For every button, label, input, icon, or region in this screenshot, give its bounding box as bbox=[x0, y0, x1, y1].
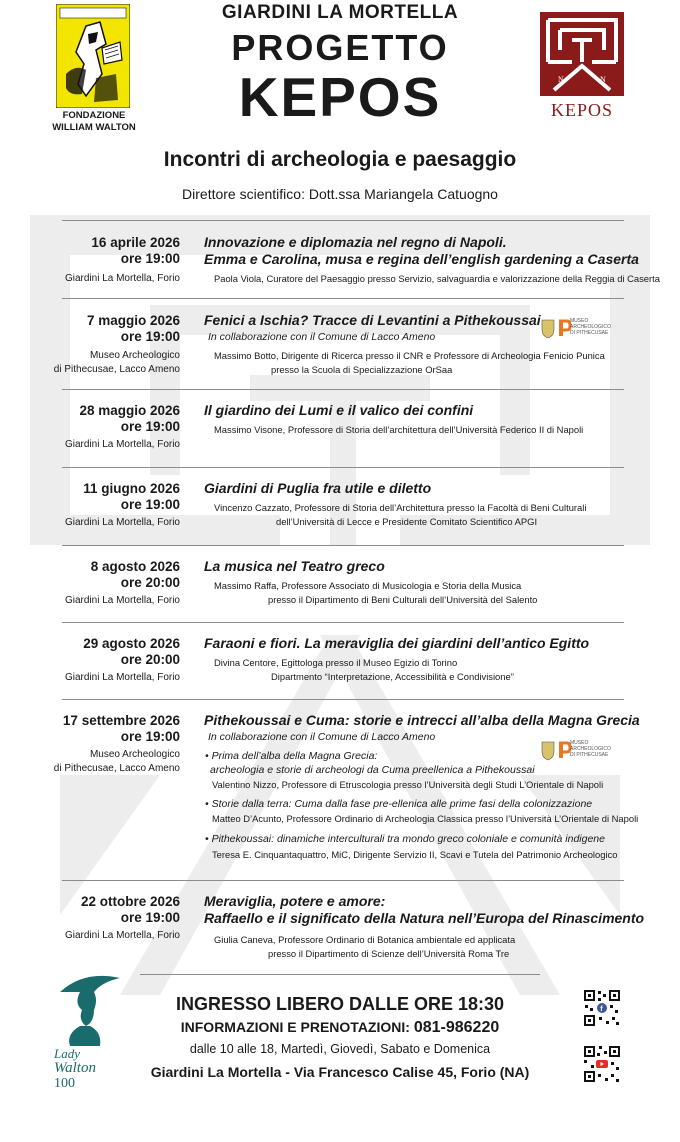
event-title bbox=[204, 234, 639, 268]
foundation-name-line1: FONDAZIONE bbox=[62, 110, 126, 121]
event-speaker: Divina Centore, Egittologa presso il Museo Egizio di Torino bbox=[214, 657, 458, 668]
event-speaker: presso il Dipartimento di Scienze dell’Università Roma Tre bbox=[268, 948, 510, 959]
event-date: 16 aprile 2026 bbox=[91, 235, 180, 250]
event-title-line: Innovazione e diplomazia nel regno di Napoli. bbox=[204, 234, 507, 250]
address: Giardini La Mortella - Via Francesco Calise 45, Forio (NA) bbox=[150, 1064, 530, 1080]
event-place: di Pithecusae, Lacco Ameno bbox=[53, 763, 180, 774]
event-collab: In collaborazione con il Comune di Lacco Ameno bbox=[208, 331, 436, 343]
facebook-qr-code[interactable] bbox=[582, 988, 622, 1028]
event-time: ore 19:00 bbox=[120, 329, 180, 344]
divider bbox=[62, 545, 624, 546]
divider bbox=[62, 389, 624, 390]
event-place: Giardini La Mortella, Forio bbox=[64, 273, 180, 284]
youtube-qr-code[interactable] bbox=[582, 1044, 622, 1084]
event-title: Pithekoussai e Cuma: storie e intrecci all’alba della Magna Grecia bbox=[204, 712, 640, 728]
header-line3: KEPOS bbox=[238, 66, 442, 128]
event-speaker: Dipartmento “Interpretazione, Accessibilità e Condivisione” bbox=[271, 671, 514, 682]
bullet-title: archeologia e storie di archeologi da Cuma preellenica a Pithekoussai bbox=[210, 764, 535, 776]
event-place: Giardini La Mortella, Forio bbox=[64, 517, 180, 528]
event-speaker: Vincenzo Cazzato, Professore di Storia dell’Architettura presso la Facoltà di Beni Culturali bbox=[214, 502, 587, 513]
divider bbox=[62, 467, 624, 468]
event-date: 29 agosto 2026 bbox=[83, 636, 180, 651]
event-date: 17 settembre 2026 bbox=[62, 713, 180, 728]
kepos-logo bbox=[540, 12, 624, 96]
svg-text:N: N bbox=[600, 75, 606, 84]
header-line2: PROGETTO bbox=[231, 27, 449, 68]
event-speaker: Massimo Visone, Professore di Storia dell’architettura dell’Università Federico II di Napoli bbox=[214, 424, 584, 435]
bullet-title: • Prima dell’alba della Magna Grecia: bbox=[205, 750, 378, 762]
event-time: ore 19:00 bbox=[120, 910, 180, 925]
event-date: 7 maggio 2026 bbox=[86, 313, 180, 328]
entry-info: INGRESSO LIBERO DALLE ORE 18:30 bbox=[175, 994, 505, 1014]
event-place: Museo Archeologico bbox=[89, 749, 180, 760]
event-place: Giardini La Mortella, Forio bbox=[64, 672, 180, 683]
lady-walton-100-logo bbox=[50, 970, 130, 1090]
divider bbox=[62, 298, 624, 299]
bullet-speaker: Teresa E. Cinquantaquattro, MiC, Dirigente Servizio II, Scavi e Tutela del Patrimonio Archeologico bbox=[212, 849, 618, 860]
bullet-title: • Pithekoussai: dinamiche interculturali tra mondo greco coloniale e comunità indigene bbox=[205, 833, 605, 845]
event-time: ore 19:00 bbox=[120, 251, 180, 266]
event-speaker: Giulia Caneva, Professore Ordinario di Botanica ambientale ed applicata bbox=[214, 934, 516, 945]
event-place: Museo Archeologico bbox=[89, 350, 180, 361]
divider bbox=[62, 622, 624, 623]
museo-pithecusae-logo bbox=[540, 739, 620, 761]
kepos-logo-text: KEPOS bbox=[550, 100, 613, 120]
event-time: ore 19:00 bbox=[120, 419, 180, 434]
event-title: Giardini di Puglia fra utile e diletto bbox=[204, 480, 432, 496]
foundation-name-line2: WILLIAM WALTON bbox=[52, 122, 136, 133]
divider bbox=[140, 974, 540, 975]
event-speaker: presso la Scuola di Specializzazione OrSaa bbox=[271, 364, 453, 375]
event-place: Giardini La Mortella, Forio bbox=[64, 930, 180, 941]
event-date: 28 maggio 2026 bbox=[79, 403, 180, 418]
event-date: 11 giugno 2026 bbox=[83, 481, 180, 496]
event-time: ore 20:00 bbox=[120, 652, 180, 667]
svg-text:Lady: Lady bbox=[54, 1046, 80, 1061]
event-date: 8 agosto 2026 bbox=[90, 559, 180, 574]
event-speaker: Massimo Raffa, Professore Associato di Musicologia e Storia della Musica bbox=[214, 580, 522, 591]
page-subtitle: Incontri di archeologia e paesaggio bbox=[163, 148, 517, 171]
svg-text:100: 100 bbox=[54, 1076, 75, 1090]
event-speaker: Massimo Botto, Dirigente di Ricerca presso il CNR e Professore di Archeologia Fenicio Punica bbox=[214, 350, 605, 361]
event-title: Fenici a Ischia? Tracce di Levantini a Pithekoussai bbox=[204, 312, 541, 328]
svg-text:N: N bbox=[558, 75, 564, 84]
event-title-line: Raffaello e il significato della Natura nell’Europa del Rinascimento bbox=[204, 910, 645, 926]
event-speaker: Paola Viola, Curatore del Paesaggio presso Servizio, salvaguardia e valorizzazione della Reggia di Caserta bbox=[214, 273, 660, 284]
foundation-name bbox=[20, 110, 168, 134]
fondazione-walton-logo bbox=[56, 4, 130, 108]
bullet-speaker: Valentino Nizzo, Professore di Etruscologia presso l’Università degli Studi L’Orientale di Napoli bbox=[212, 779, 604, 790]
bullet-title: • Storie dalla terra: Cuma dalla fase pre-ellenica alle prime fasi della colonizzazione bbox=[205, 798, 593, 810]
divider bbox=[62, 699, 624, 700]
opening-days: dalle 10 alle 18, Martedì, Giovedì, Sabato e Domenica bbox=[189, 1042, 491, 1056]
svg-text:Walton: Walton bbox=[54, 1060, 96, 1076]
booking-label: INFORMAZIONI E PRENOTAZIONI: bbox=[180, 1019, 410, 1035]
museo-pithecusae-logo bbox=[540, 317, 620, 339]
event-time: ore 19:00 bbox=[120, 729, 180, 744]
event-speaker: presso il Dipartimento di Beni Culturali dell’Università del Salento bbox=[268, 594, 538, 605]
header-line1: GIARDINI LA MORTELLA bbox=[221, 2, 459, 23]
event-time: ore 20:00 bbox=[120, 575, 180, 590]
museo-logo-text: MUSEO ARCHEOLOGICO DI PITHECUSAE bbox=[570, 740, 611, 758]
event-time: ore 19:00 bbox=[120, 497, 180, 512]
event-title: La musica nel Teatro greco bbox=[204, 558, 385, 574]
booking-phone[interactable]: 081-986220 bbox=[413, 1019, 500, 1036]
event-title-line: Meraviglia, potere e amore: bbox=[204, 893, 386, 909]
bullet-speaker: Matteo D’Acunto, Professore Ordinario di Archeologia Classica presso l’Università L’Orientale di Napoli bbox=[212, 813, 639, 824]
event-title: Faraoni e fiori. La meraviglia dei giardini dell’antico Egitto bbox=[204, 635, 590, 651]
divider bbox=[62, 220, 624, 221]
event-date: 22 ottobre 2026 bbox=[80, 894, 180, 909]
event-speaker: dell’Università di Lecce e Presidente Comitato Scientifico APGI bbox=[276, 516, 538, 527]
svg-text:f: f bbox=[600, 1006, 603, 1013]
event-place: di Pithecusae, Lacco Ameno bbox=[53, 364, 180, 375]
event-title-line: Emma e Carolina, musa e regina dell’english gardening a Caserta bbox=[204, 251, 639, 267]
divider bbox=[62, 880, 624, 881]
event-collab: In collaborazione con il Comune di Lacco Ameno bbox=[208, 731, 436, 743]
event-place: Giardini La Mortella, Forio bbox=[64, 439, 180, 450]
director-line: Direttore scientifico: Dott.ssa Mariangela Catuogno bbox=[182, 186, 498, 202]
booking-info bbox=[140, 1019, 540, 1037]
museo-logo-text: MUSEO ARCHEOLOGICO DI PITHECUSAE bbox=[570, 318, 611, 336]
event-title bbox=[204, 893, 644, 927]
event-place: Giardini La Mortella, Forio bbox=[64, 595, 180, 606]
event-title: Il giardino dei Lumi e il valico dei confini bbox=[204, 402, 474, 418]
